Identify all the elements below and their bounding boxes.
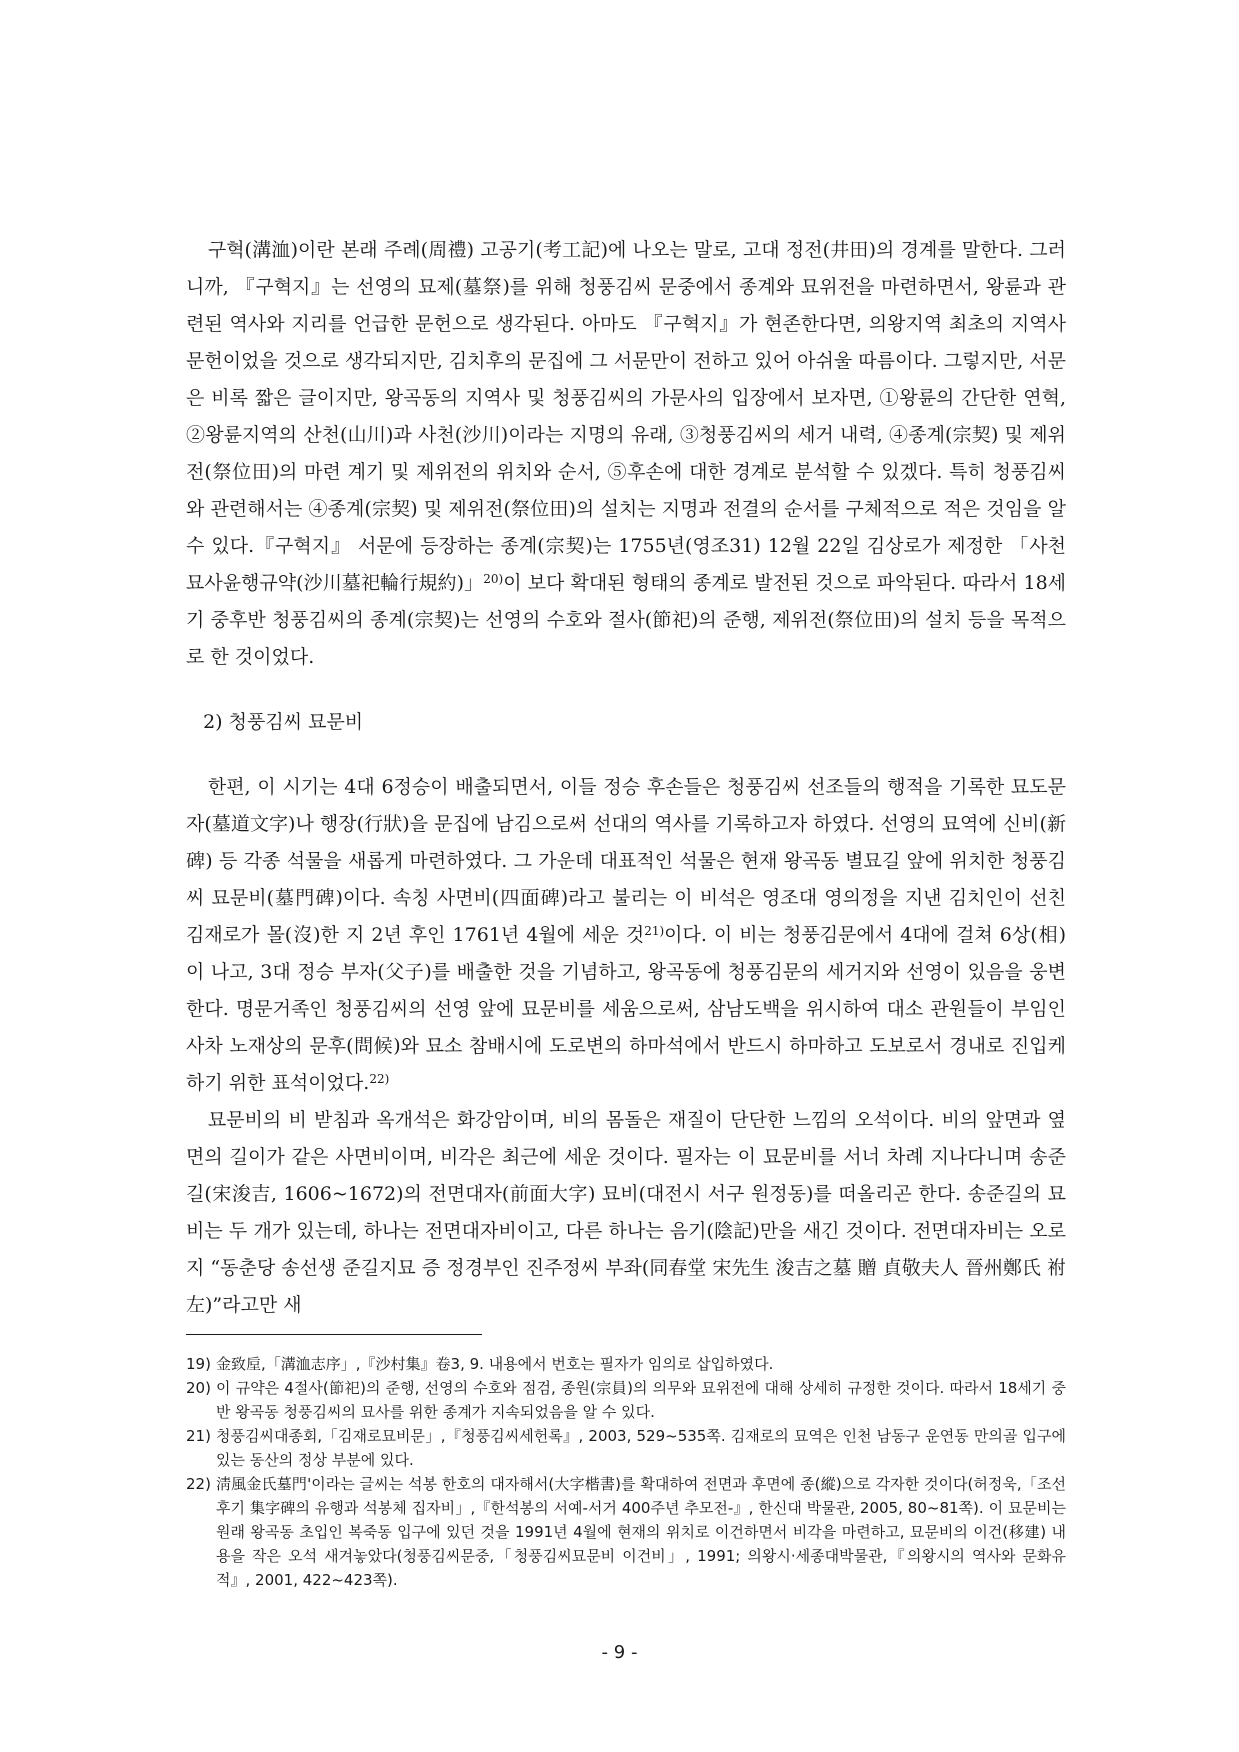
footnote-21 [186,1424,1066,1472]
section-heading: 2) 청풍김씨 묘문비 [203,711,364,733]
paragraph-1 [186,232,1066,676]
footnote-text: 청풍김씨대종회,「김재로묘비문」,『청풍김씨세헌록』, 2003, 529~535쪽. 김재로의 묘역은 인천 남동구 운연동 만의골 입구에 있는 동산의 정상 부분에 있다. [216,1427,1066,1469]
paragraph-3: 묘문비의 비 받침과 옥개석은 화강암이며, 비의 몸돌은 재질이 단단한 느낌의 오석이다. 비의 앞면과 옆면의 길이가 같은 사면비이며, 비각은 최근에 세운 것이다. 필자는 이 묘문비를 서너 차례 지나다니며 송준길(宋浚吉, 1606~1672)의 전면대자(前面大字) 묘비(대전시 서구 원정동)를 떠올리곤 한다. 송준길의 묘비는 두 개가 있는데, 하나는 전면대자비이고, 다른 하나는 음기(陰記)만을 새긴 것이다. 전면대자비는 오로지 “동춘당 송선생 준길지묘 증 정경부인 진주정씨 부좌(同春堂 宋先生 浚吉之墓 贈 貞敬夫人 晉州鄭氏 祔左)”라고만 새 [186,1109,1067,1316]
paragraph-1-text: 구혁(溝洫)이란 본래 주례(周禮) 고공기(考工記)에 나오는 말로, 고대 정전(井田)의 경계를 말한다. 그러니까, 『구혁지』는 선영의 묘제(墓祭)를 위해 청풍김씨 문중에서 종계와 묘위전을 마련하면서, 왕륜과 관련된 역사와 지리를 언급한 문헌으로 생각된다. 아마도 『구혁지』가 현존한다면, 의왕지역 최초의 지역사 문헌이었을 것으로 생각되지만, 김치후의 문집에 그 서문만이 전하고 있어 아쉬울 따름이다. 그렇지만, 서문은 비록 짧은 글이지만, 왕곡동의 지역사 및 청풍김씨의 가문사의 입장에서 보자면, ①왕륜의 간단한 연혁, ②왕륜지역의 산천(山川)과 사천(沙川)이라는 지명의 유래, ③청풍김씨의 세거 내력, ④종계(宗契) 및 제위전(祭位田)의 마련 계기 및 제위전의 위치와 순서, ⑤후손에 대한 경계로 분석할 수 있겠다. 특히 청풍김씨와 관련해서는 ④종계(宗契) 및 제위전(祭位田)의 설치는 지명과 전결의 순서를 구체적으로 적은 것임을 알 수 있다.『구혁지』 서문에 등장하는 종계(宗契)는 1755년(영조31) 12월 22일 김상로가 제정한 「사천묘사윤행규약(沙川墓祀輪行規約)」 [186,239,1066,594]
footnote-number: 22) [186,1475,211,1493]
footnote-number: 19) [186,1355,211,1373]
footnote-number: 21) [186,1427,211,1445]
paragraph-2-text-b: 이다. 이 비는 청풍김문에서 4대에 걸쳐 6상(相)이 나고, 3대 정승 부자(父子)를 배출한 것을 기념하고, 왕곡동에 청풍김문의 세거지와 선영이 있음을 웅변한다. 명문거족인 청풍김씨의 선영 앞에 묘문비를 세움으로써, 삼남도백을 위시하여 대소 관원들이 부임인사차 노재상의 문후(問候)와 묘소 참배시에 도로변의 하마석에서 반드시 하마하고 도보로서 경내로 진입케 하기 위한 표석이었다. [186,924,1066,1094]
footnote-19 [186,1352,1066,1376]
footnote-ref-20[interactable]: 20) [483,572,504,586]
footnote-ref-22[interactable]: 22) [369,1072,390,1086]
footnote-22 [186,1472,1066,1592]
footnote-20 [186,1376,1066,1424]
body-text [186,232,1066,1324]
footnote-text: 金致垕,「溝洫志序」,『沙村集』卷3, 9. 내용에서 번호는 필자가 임의로 삽입하였다. [216,1355,774,1373]
paragraph-2-text-a: 한편, 이 시기는 4대 6정승이 배출되면서, 이들 정승 후손들은 청풍김씨 선조들의 행적을 기록한 묘도문자(墓道文字)나 행장(行狀)을 문집에 남김으로써 선대의 역사를 기록하고자 하였다. 선영의 묘역에 신비(新碑) 등 각종 석물을 새롭게 마련하였다. 그 가운데 대표적인 석물은 현재 왕곡동 별묘길 앞에 위치한 청풍김씨 묘문비(墓門碑)이다. 속칭 사면비(四面碑)라고 불리는 이 비석은 영조대 영의정을 지낸 김치인이 선친 김재로가 몰(沒)한 지 2년 후인 1761년 4월에 세운 것 [186,776,1066,946]
footnote-divider [186,1334,482,1335]
paragraph-2 [186,769,1066,1102]
footnotes [186,1352,1066,1592]
page-number: - 9 - [601,1642,638,1663]
footnote-text: 淸風金氏墓門'이라는 글씨는 석봉 한호의 대자해서(大字楷書)를 확대하여 전면과 후면에 종(縱)으로 각자한 것이다(허정욱,「조선후기 集字碑의 유행과 석봉체 집자비」,『한석봉의 서예-서거 400주년 추모전-』, 한신대 박물관, 2005, 80~81쪽). 이 묘문비는 원래 왕곡동 초입인 복죽동 입구에 있던 것을 1991년 4월에 현재의 위치로 이건하면서 비각을 마련하고, 묘문비의 이건(移建) 내용을 작은 오석 새겨놓았다(청풍김씨문중,「청풍김씨묘문비 이건비」, 1991; 의왕시·세종대박물관,『의왕시의 역사와 문화유적』, 2001, 422~423쪽). [216,1475,1066,1589]
footnote-text: 이 규약은 4절사(節祀)의 준행, 선영의 수호와 점검, 종원(宗員)의 의무와 묘위전에 대해 상세히 규정한 것이다. 따라서 18세기 중반 왕곡동 청풍김씨의 묘사를 위한 종계가 지속되었음을 알 수 있다. [216,1379,1066,1421]
footnote-ref-21[interactable]: 21) [644,924,665,938]
paragraph-1-tail: 이 보다 확대된 형태의 종계로 발전된 것으로 파악된다. 따라서 18세기 중후반 청풍김씨의 종계(宗契)는 선영의 수호와 절사(節祀)의 준행, 제위전(祭位田)의 설치 등을 목적으로 한 것이었다. [186,572,1067,668]
footnote-number: 20) [186,1379,211,1397]
